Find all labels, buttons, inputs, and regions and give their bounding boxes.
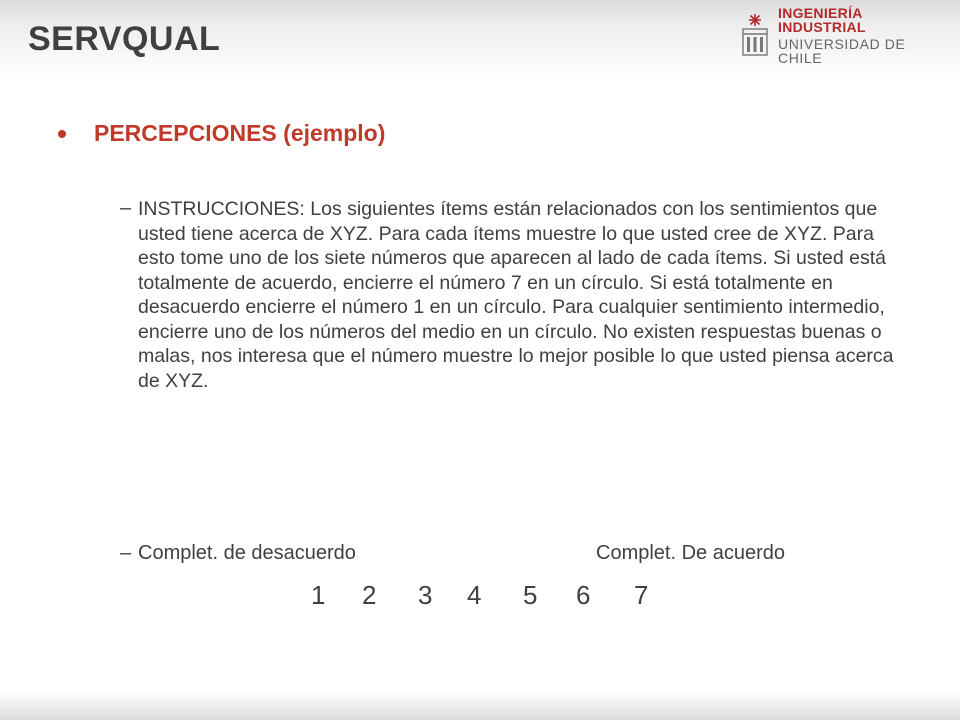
footer-background [0,692,960,720]
scale-right-label: Complet. De acuerdo [596,542,785,564]
university-logo [740,4,948,66]
scale-number-4: 4 [467,580,482,610]
rating-scale [0,580,960,614]
bullet-dot-icon [58,130,66,138]
bullet-heading: PERCEPCIONES (ejemplo) [94,120,386,146]
scale-labels-item [120,542,356,565]
scale-number-6: 6 [576,580,591,610]
scale-left-label: Complet. de desacuerdo [138,542,356,564]
bullet-item [58,120,385,147]
slide-title: SERVQUAL [28,20,221,58]
scale-number-5: 5 [523,580,538,610]
scale-number-3: 3 [418,580,433,610]
scale-number-7: 7 [634,580,649,610]
logo-text [778,6,948,65]
dash-marker: – [120,542,132,564]
logo-line-1: INGENIERÍA INDUSTRIAL [778,4,866,35]
logo-line-2: UNIVERSIDAD DE CHILE [778,35,906,66]
scale-number-2: 2 [362,580,377,610]
instructions-item [120,197,908,393]
dash-marker: – [120,197,132,219]
instructions-text: INSTRUCCIONES: Los siguientes ítems están relacionados con los sentimientos que usted tiene acerca de XYZ. Para cada ítems muestre lo que usted cree de XYZ. Para esto tome uno de los siete números que aparecen al lado de cada ítems. Si usted está totalmente de acuerdo, encierre el número 7 en un círculo. Si está totalmente en desacuerdo encierre el número 1 en un círculo. Para cualquier sentimiento intermedio, encierre uno de los números del medio en un círculo. No existen respuestas buenas o malas, nos interesa que el número muestre lo mejor posible lo que usted piensa acerca de XYZ. [138,198,894,392]
scale-number-1: 1 [311,580,326,610]
university-emblem-icon [740,12,770,58]
